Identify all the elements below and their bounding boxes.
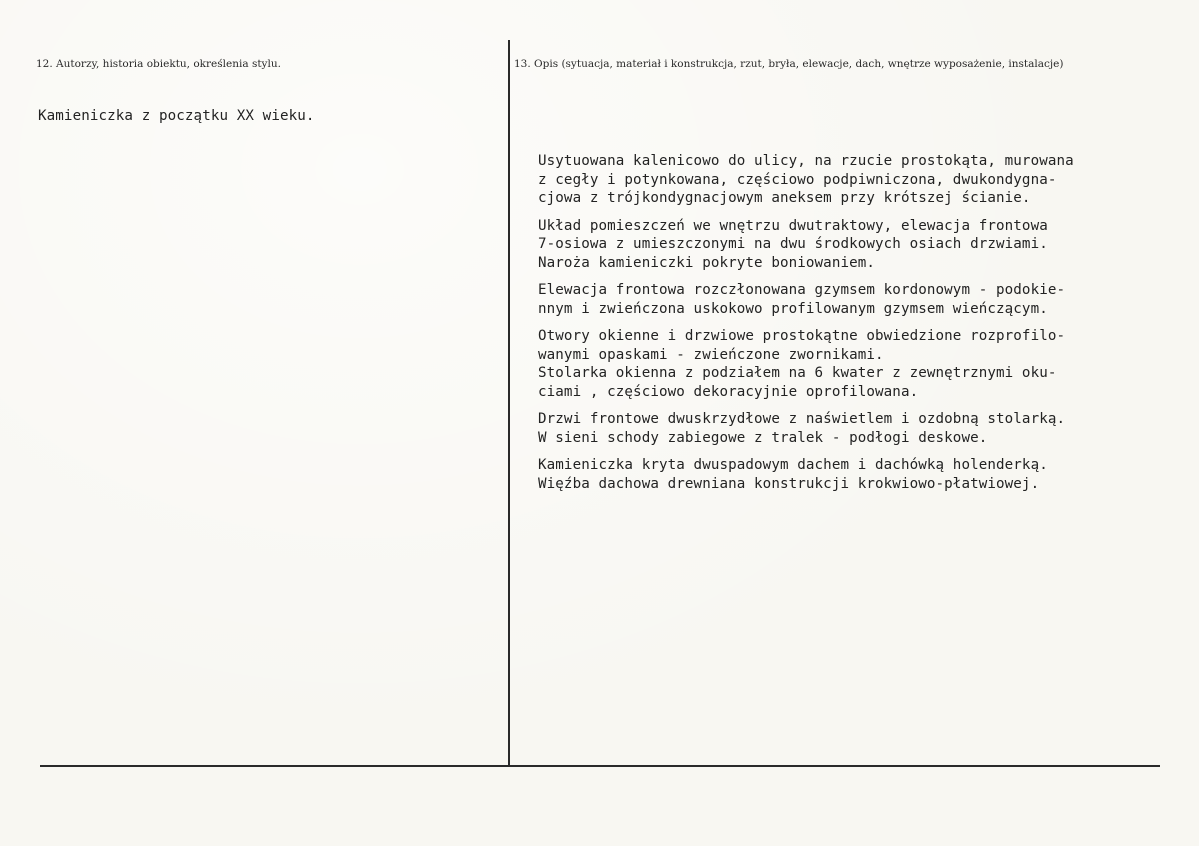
- description-line: Stolarka okienna z podziałem na 6 kwater z zewnętrznymi oku-: [538, 365, 1057, 381]
- bottom-rule: [40, 765, 1160, 767]
- description-line: ciami , częściowo dekoracyjnie oprofilowana.: [538, 383, 919, 400]
- field-12-label: 12. Autorzy, historia obiektu, określenia stylu.: [36, 58, 281, 70]
- description-line: z cegły i potynkowana, częściowo podpiwniczona, dwukondygna-: [538, 171, 1057, 188]
- description-paragraph: [538, 217, 1188, 273]
- description-line: Usytuowana kalenicowo do ulicy, na rzucie prostokąta, murowana: [538, 153, 1074, 169]
- description-line: wanymi opaskami - zwieńczone zwornikami.: [538, 346, 884, 363]
- description-paragraph: [538, 410, 1188, 447]
- description-line: Elewacja frontowa rozczłonowana gzymsem kordonowym - podokie-: [538, 282, 1066, 298]
- field-12-value: Kamieniczka z początku XX wieku.: [38, 108, 315, 124]
- description-line: Kamieniczka kryta dwuspadowym dachem i dachówką holenderką.: [538, 457, 1048, 473]
- description-line: cjowa z trójkondygnacjowym aneksem przy krótszej ścianie.: [538, 190, 1031, 206]
- field-13-description: [538, 104, 1188, 502]
- right-column: [510, 0, 1199, 766]
- description-paragraph: [538, 281, 1188, 318]
- description-line: 7-osiowa z umieszczonymi na dwu środkowych osiach drzwiami.: [538, 236, 1048, 252]
- description-line: nnym i zwieńczona uskokowo profilowanym gzymsem wieńczącym.: [538, 300, 1048, 317]
- description-paragraph: [538, 327, 1188, 401]
- field-13-label: 13. Opis (sytuacja, materiał i konstrukcja, rzut, bryła, elewacje, dach, wnętrze wyposażenie, instalacje): [514, 58, 1064, 70]
- description-line: Naroża kamieniczki pokryte boniowaniem.: [538, 254, 876, 271]
- left-column: [0, 0, 508, 766]
- description-line: Więźba dachowa drewniana konstrukcji krokwiowo-płatwiowej.: [538, 475, 1040, 492]
- description-paragraph: [538, 152, 1188, 208]
- description-line: Otwory okienne i drzwiowe prostokątne obwiedzione rozprofilo-: [538, 328, 1066, 344]
- description-paragraph: [538, 456, 1188, 493]
- description-line: W sieni schody zabiegowe z tralek - podłogi deskowe.: [538, 429, 988, 446]
- description-line: Drzwi frontowe dwuskrzydłowe z naświetlem i ozdobną stolarką.: [538, 411, 1066, 427]
- description-line: Układ pomieszczeń we wnętrzu dwutraktowy, elewacja frontowa: [538, 217, 1048, 234]
